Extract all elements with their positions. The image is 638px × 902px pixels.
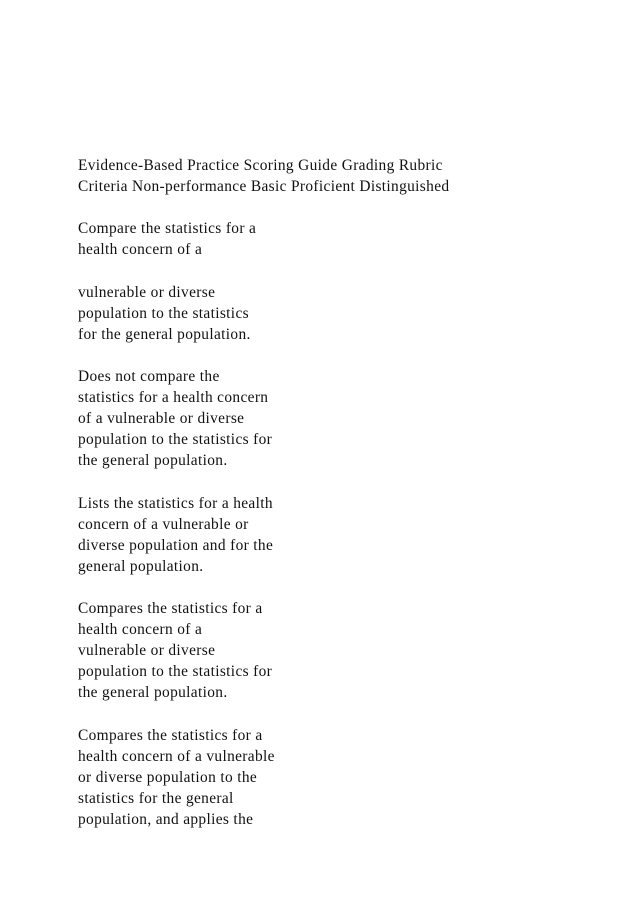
rubric-title-line: Evidence-Based Practice Scoring Guide Grading Rubric [78,157,443,174]
paragraph-line: Compare the statistics for a [78,220,257,238]
paragraph-line: population to the statistics [78,304,249,322]
non-performance-paragraph [78,366,598,471]
paragraph-line: concern of a vulnerable or [78,515,249,533]
paragraph-line: health concern of a [78,241,203,259]
paragraph-line: health concern of a [78,621,203,639]
paragraph-line: for the general population. [78,325,251,343]
paragraph-line: general population. [78,557,204,575]
paragraph-line: Does not compare the [78,367,220,385]
paragraph-line: population to the statistics for [78,431,273,449]
rubric-header [78,155,598,197]
paragraph-line: health concern of a vulnerable [78,747,275,765]
document-content [78,155,598,830]
paragraph-line: the general population. [78,684,228,702]
paragraph-line: Compares the statistics for a [78,726,263,744]
paragraph-line: the general population. [78,452,228,470]
paragraph-line: statistics for the general [78,789,234,807]
rubric-columns-line: Criteria Non-performance Basic Proficient Distinguished [78,178,450,196]
paragraph-line: diverse population and for the [78,536,274,554]
paragraph-line: vulnerable or diverse [78,642,216,660]
criterion-paragraph [78,218,598,260]
proficient-paragraph [78,598,598,703]
paragraph-line: statistics for a health concern [78,389,269,407]
basic-paragraph [78,493,598,577]
paragraph-line: or diverse population to the [78,768,258,786]
paragraph-line: vulnerable or diverse [78,283,216,301]
paragraph-line: population, and applies the [78,810,254,828]
distinguished-paragraph [78,725,598,830]
paragraph-line: Lists the statistics for a health [78,494,273,512]
paragraph-line: of a vulnerable or diverse [78,410,245,428]
paragraph-line: Compares the statistics for a [78,599,263,617]
paragraph-line: population to the statistics for [78,663,273,681]
criterion-continued-paragraph [78,282,598,345]
